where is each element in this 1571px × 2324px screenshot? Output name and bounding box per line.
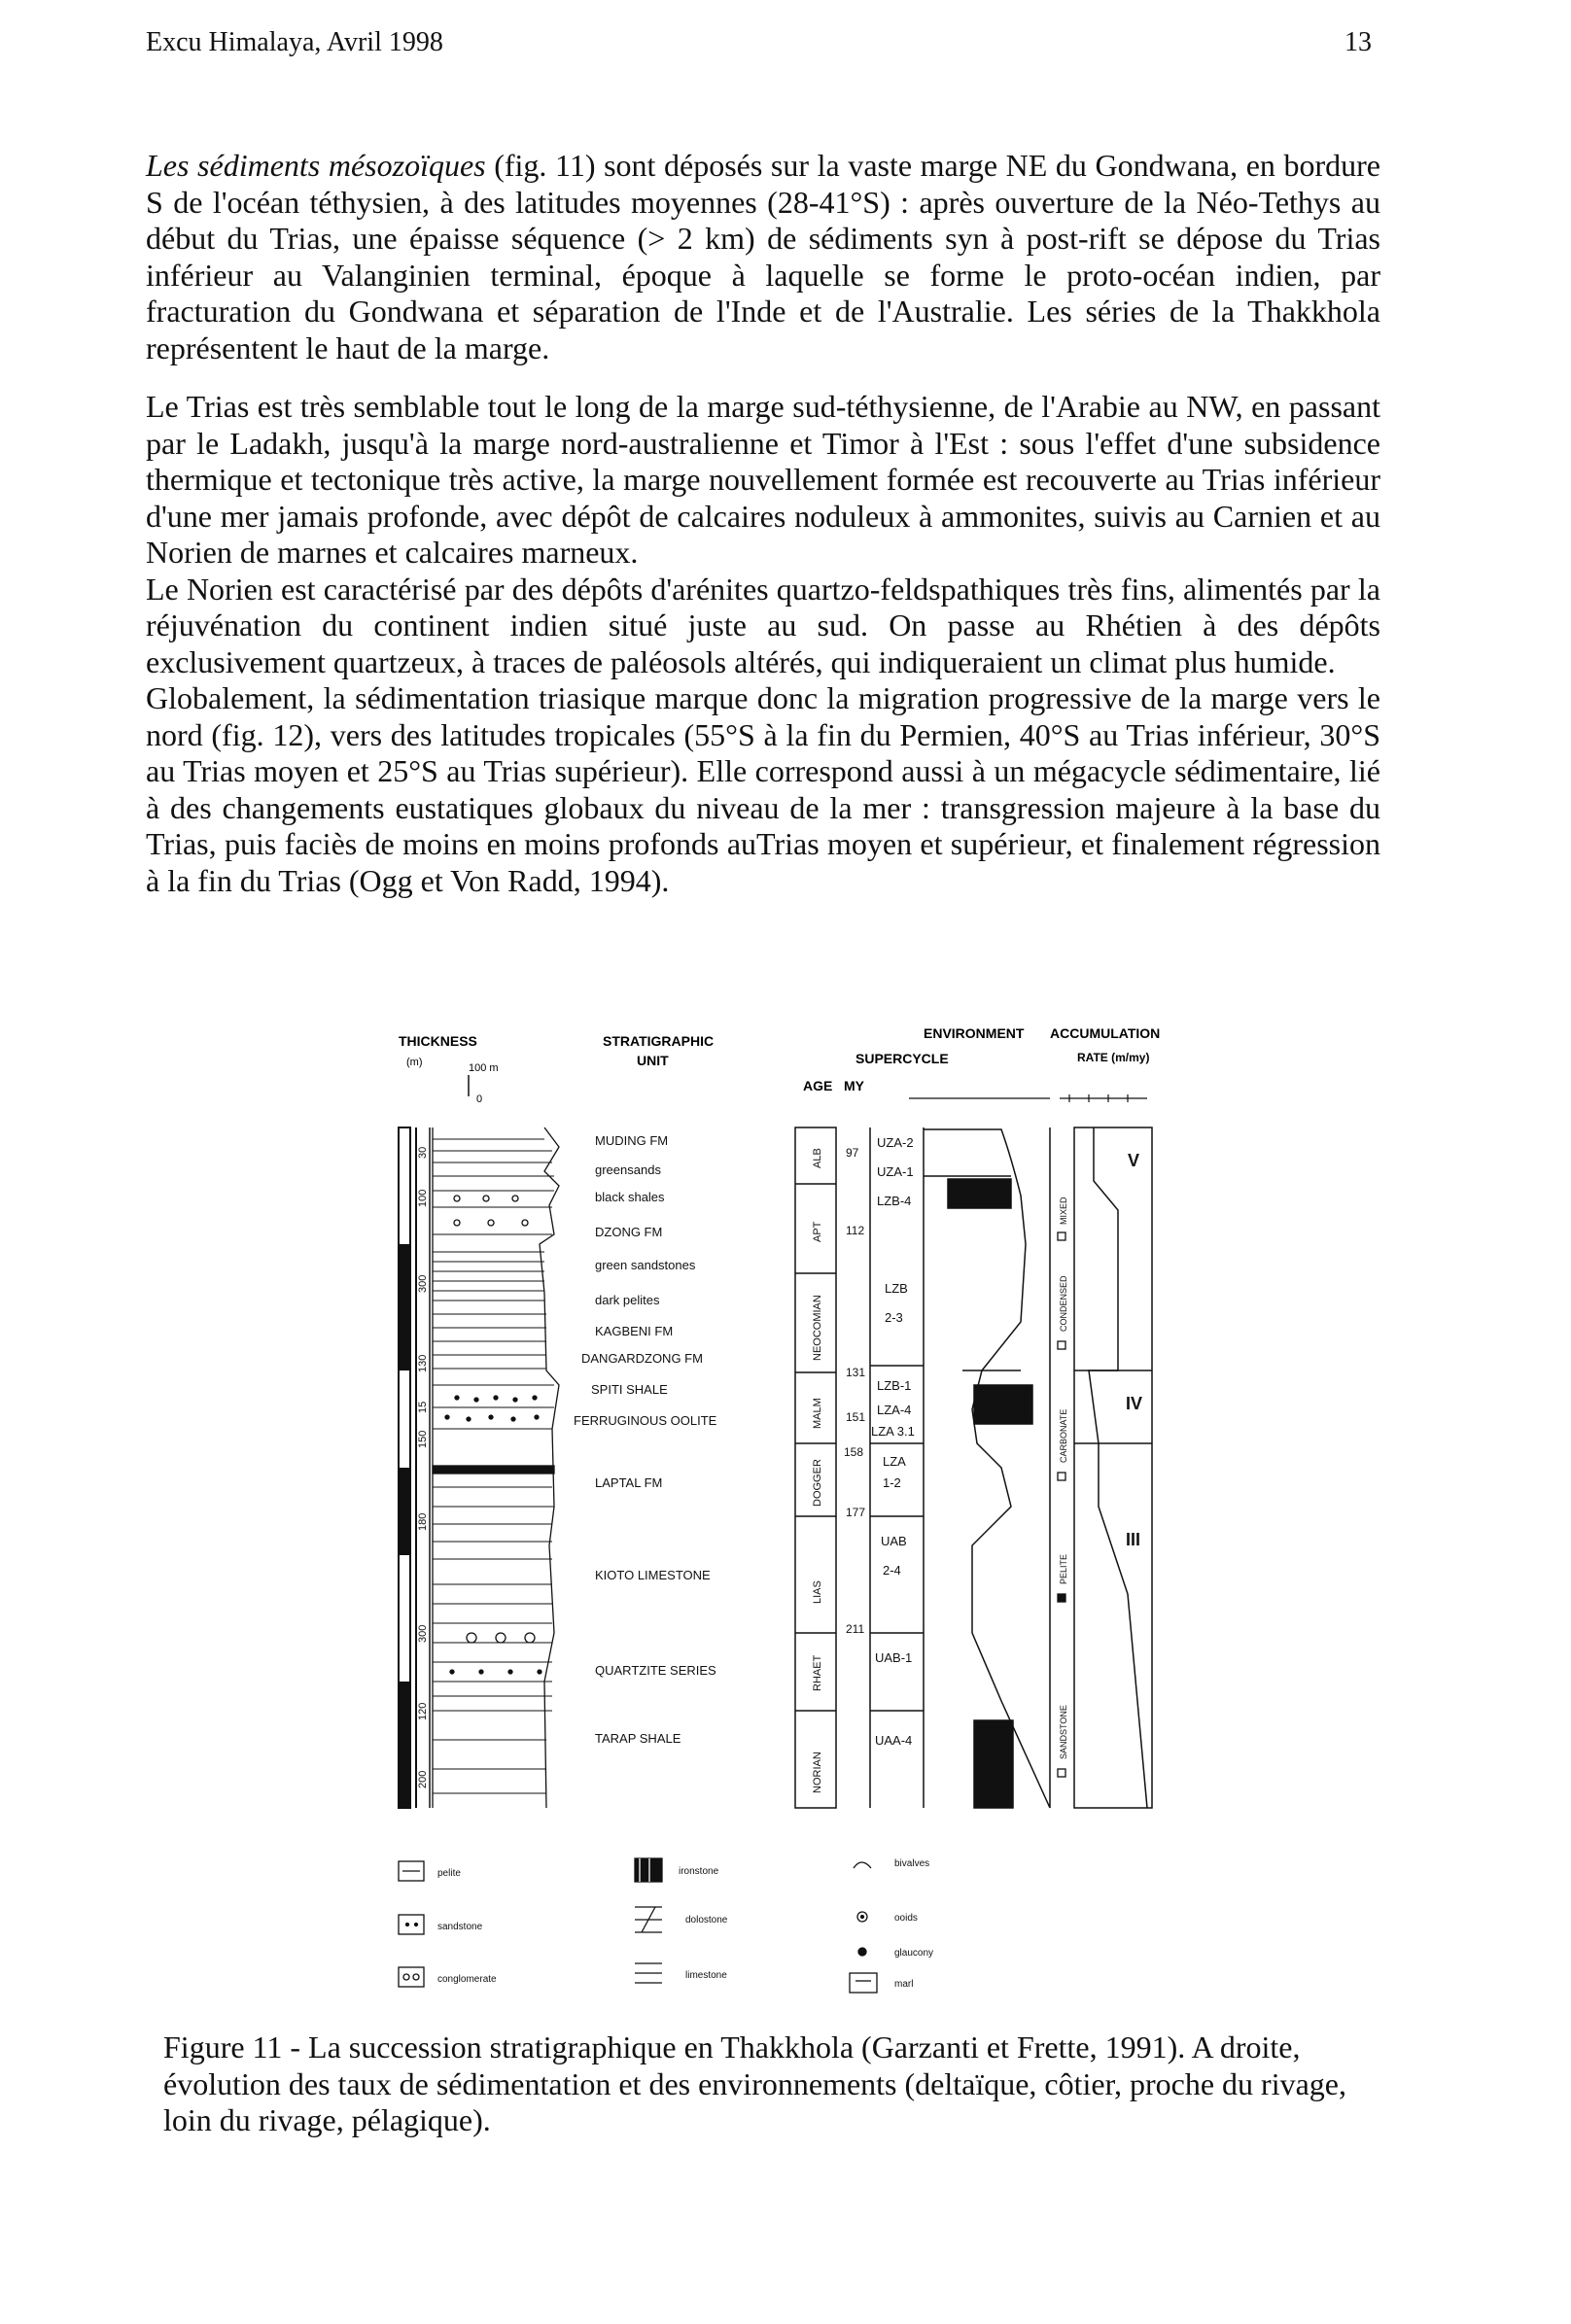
paragraph-norien: Le Norien est caractérisé par des dépôts d'arénites quartzo-feldspathiques très fins, alimentés par la réjuvénation du continent indien situé juste au sud. On passe au Rhétien à des dépôts exclusivement quartzeux, à traces de paléosols altérés, qui indiqueraient un climat plus humide. bbox=[146, 571, 1380, 679]
thickness-3: 300 bbox=[417, 1274, 429, 1293]
env-sandstone: SANDSTONE bbox=[1059, 1705, 1068, 1759]
paragraph-mesozoic bbox=[146, 148, 1380, 366]
phase-iv: IV bbox=[1126, 1394, 1143, 1413]
legend-bivalves: bivalves bbox=[894, 1858, 930, 1869]
thickness-6: 150 bbox=[417, 1430, 429, 1448]
head-my: MY bbox=[844, 1078, 864, 1093]
my-158: 158 bbox=[844, 1445, 864, 1459]
cycle-2-3: 2-3 bbox=[885, 1310, 903, 1325]
phase-iii: III bbox=[1126, 1530, 1141, 1549]
legend-limestone: limestone bbox=[685, 1970, 727, 1981]
thickness-8: 300 bbox=[417, 1624, 429, 1643]
unit-kioto: KIOTO LIMESTONE bbox=[595, 1568, 711, 1582]
unit-muding: MUDING FM bbox=[595, 1133, 669, 1148]
legend-marl: marl bbox=[894, 1979, 914, 1990]
thickness-7: 180 bbox=[417, 1512, 429, 1531]
env-carbonate: CARBONATE bbox=[1059, 1408, 1068, 1463]
cycle-uab-1: UAB-1 bbox=[875, 1650, 913, 1665]
scale-100: 100 m bbox=[469, 1062, 499, 1074]
unit-tarap: TARAP SHALE bbox=[595, 1731, 681, 1746]
thickness-10: 200 bbox=[417, 1770, 429, 1788]
caption-text: Figure 11 - La succession stratigraphique en Thakkhola (Garzanti et Frette, 1991). A droite, évolution des taux de sédimentation et des environnements (deltaïque, côtier, proche du rivage, loin du rivage, pélagique). bbox=[163, 2029, 1346, 2137]
unit-green-sandstones: green sandstones bbox=[595, 1258, 696, 1272]
cycle-uaa-4: UAA-4 bbox=[875, 1733, 913, 1748]
head-env: ENVIRONMENT bbox=[924, 1025, 1025, 1041]
paragraph-trias: Le Trias est très semblable tout le long de la marge sud-téthysienne, de l'Arabie au NW, en passant par le Ladakh, jusqu'à la marge nord-australienne et Timor à l'Est : sous l'effet d'une subsidence thermique et tectonique très active, la marge nouvellement formée est recouverte au Trias inférieur d'une mer jamais profonde, avec dépôt de calcaires noduleux à ammonites, suivis au Carnien et au Norien de marnes et calcaires marneux. bbox=[146, 389, 1380, 570]
legend-ironstone: ironstone bbox=[679, 1866, 719, 1877]
unit-kagbeni: KAGBENI FM bbox=[595, 1324, 674, 1338]
age-rhaet: RHAET bbox=[812, 1654, 823, 1691]
unit-laptal: LAPTAL FM bbox=[595, 1475, 663, 1490]
cycle-lza-4: LZA-4 bbox=[877, 1403, 912, 1417]
unit-spiti: SPITI SHALE bbox=[591, 1382, 668, 1397]
unit-dzong: DZONG FM bbox=[595, 1225, 663, 1239]
cycle-lza: LZA bbox=[883, 1454, 906, 1469]
legend-ooids: ooids bbox=[894, 1913, 918, 1924]
my-151: 151 bbox=[846, 1410, 866, 1424]
thickness-5: 15 bbox=[417, 1401, 429, 1413]
cycle-lza-3-1: LZA 3.1 bbox=[871, 1424, 915, 1439]
age-norian: NORIAN bbox=[812, 1752, 823, 1793]
thickness-2: 100 bbox=[417, 1189, 429, 1207]
my-97: 97 bbox=[846, 1146, 859, 1160]
legend-pelite: pelite bbox=[437, 1868, 461, 1879]
my-131: 131 bbox=[846, 1366, 866, 1379]
scale-0: 0 bbox=[476, 1093, 483, 1105]
head-super: SUPERCYCLE bbox=[855, 1051, 949, 1066]
legend-sandstone: sandstone bbox=[437, 1922, 483, 1932]
phase-v: V bbox=[1128, 1151, 1140, 1170]
unit-black-shales: black shales bbox=[595, 1190, 665, 1204]
legend-glaucony: glaucony bbox=[894, 1948, 934, 1959]
cycle-uza-2: UZA-2 bbox=[877, 1135, 914, 1150]
page-number: 13 bbox=[1344, 27, 1372, 57]
cycle-uab: UAB bbox=[881, 1534, 907, 1548]
head-unit: UNIT bbox=[637, 1053, 669, 1068]
cycle-uza-1: UZA-1 bbox=[877, 1164, 914, 1179]
unit-greensands: greensands bbox=[595, 1162, 661, 1177]
env-mixed: MIXED bbox=[1059, 1197, 1068, 1225]
age-lias: LIAS bbox=[812, 1580, 823, 1604]
thickness-1: 30 bbox=[417, 1146, 429, 1159]
unit-dangardzong: DANGARDZONG FM bbox=[581, 1351, 703, 1366]
my-177: 177 bbox=[846, 1506, 866, 1519]
cycle-lzb-1: LZB-1 bbox=[877, 1378, 912, 1393]
cycle-lzb: LZB bbox=[885, 1281, 908, 1296]
thickness-9: 120 bbox=[417, 1702, 429, 1720]
cycle-lzb-4: LZB-4 bbox=[877, 1194, 912, 1208]
thickness-4: 130 bbox=[417, 1354, 429, 1372]
my-211: 211 bbox=[846, 1622, 865, 1636]
head-thickness: THICKNESS bbox=[399, 1033, 477, 1049]
paragraph-globalement: Globalement, la sédimentation triasique marque donc la migration progressive de la marge vers le nord (fig. 12), vers des latitudes tropicales (55°S à la fin du Permien, 40°S au Trias inférieur, 30°S au Trias moyen et 25°S au Trias supérieur). Elle correspond aussi à un mégacycle sédimentaire, lié à des changements eustatiques globaux du niveau de la mer : transgression majeure à la base du Trias, puis faciès de moins en moins profonds auTrias moyen et supérieur, et finalement régression à la fin du Trias (Ogg et Von Radd, 1994). bbox=[146, 680, 1380, 898]
unit-quartzite: QUARTZITE SERIES bbox=[595, 1663, 716, 1678]
legend-dolostone: dolostone bbox=[685, 1915, 728, 1925]
paragraph-group-trias bbox=[146, 389, 1380, 899]
head-rate: RATE (m/my) bbox=[1077, 1051, 1150, 1064]
age-apt: APT bbox=[812, 1221, 823, 1242]
running-header: Excu Himalaya, Avril 1998 bbox=[146, 27, 443, 57]
env-condensed: CONDENSED bbox=[1059, 1275, 1068, 1332]
cycle-2-4: 2-4 bbox=[883, 1563, 901, 1578]
cycle-1-2: 1-2 bbox=[883, 1475, 901, 1490]
head-age: AGE bbox=[803, 1078, 833, 1093]
age-malm: MALM bbox=[812, 1398, 823, 1429]
lithology-column bbox=[433, 1127, 559, 1808]
head-thickness-unit: (m) bbox=[406, 1057, 423, 1068]
age-alb: ALB bbox=[812, 1148, 823, 1168]
head-strat: STRATIGRAPHIC bbox=[603, 1033, 715, 1049]
figure-caption bbox=[163, 2029, 1398, 2139]
head-acc: ACCUMULATION bbox=[1050, 1025, 1161, 1041]
paragraph-text: (fig. 11) sont déposés sur la vaste marge NE du Gondwana, en bordure S de l'océan téthysien, à des latitudes moyennes (28-41°S) : après ouverture de la Néo-Tethys au début du Trias, une épaisse séquence (> 2 km) de sédiments syn à post-rift se dépose du Trias inférieur au Valanginien terminal, époque à laquelle se forme le proto-océan indien, par fracturation du Gondwana et séparation de l'Inde et de l'Australie. Les séries de la Thakkhola représentent le haut de la marge. bbox=[146, 148, 1381, 365]
age-dogger: DOGGER bbox=[812, 1459, 823, 1507]
env-pelite: PELITE bbox=[1059, 1553, 1068, 1584]
age-neocomian: NEOCOMIAN bbox=[812, 1295, 823, 1361]
unit-ferruginous-oolite: FERRUGINOUS OOLITE bbox=[574, 1413, 717, 1428]
stratigraphic-figure bbox=[379, 1001, 1225, 2012]
paragraph-lead: Les sédiments mésozoïques bbox=[146, 148, 486, 183]
legend-conglomerate: conglomerate bbox=[437, 1974, 497, 1985]
unit-dark-pelites: dark pelites bbox=[595, 1293, 660, 1307]
my-112: 112 bbox=[846, 1224, 865, 1237]
